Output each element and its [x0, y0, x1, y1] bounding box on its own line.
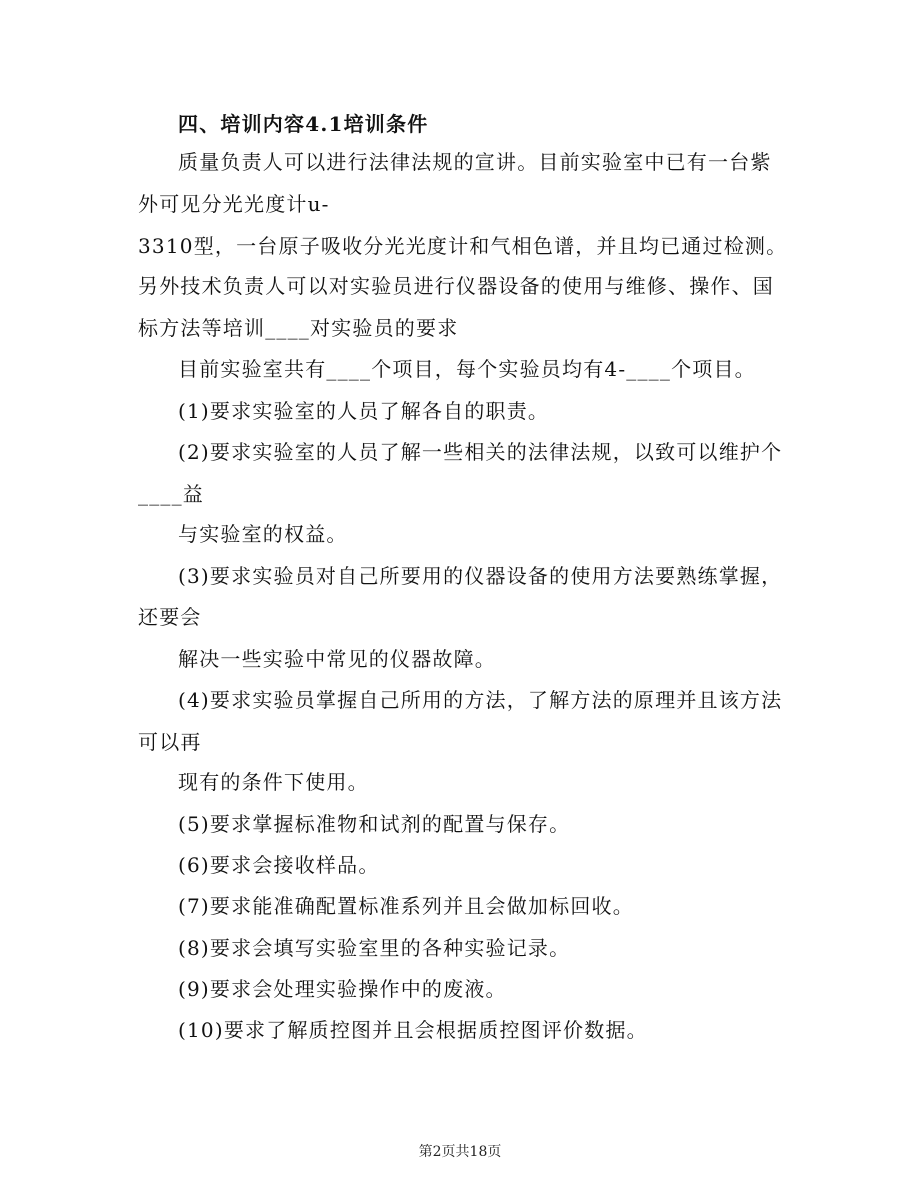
list-item: (8)要求会填写实验室里的各种实验记录。: [178, 936, 571, 960]
list-item: (3)要求实验员对自己所要用的仪器设备的使用方法要熟练掌握，: [178, 564, 783, 588]
paragraph-line: 可以再: [138, 730, 202, 754]
list-item: (7)要求能准确配置标准系列并且会做加标回收。: [178, 894, 634, 918]
paragraph-line: 与实验室的权益。: [178, 522, 348, 546]
list-item: (5)要求掌握标准物和试剂的配置与保存。: [178, 812, 571, 836]
list-item: (6)要求会接收样品。: [178, 853, 380, 877]
section-heading: 四、培训内容4.1培训条件: [178, 112, 429, 136]
list-item: (10)要求了解质控图并且会根据质控图评价数据。: [178, 1018, 648, 1042]
list-item: (4)要求实验员掌握自己所用的方法，了解方法的原理并且该方法: [178, 688, 783, 712]
paragraph-line: 还要会: [138, 605, 202, 629]
paragraph-line: 目前实验室共有____个项目，每个实验员均有4-____个项目。: [178, 357, 756, 381]
paragraph-line: 现有的条件下使用。: [178, 770, 369, 794]
list-item: (9)要求会处理实验操作中的废液。: [178, 977, 507, 1001]
paragraph-line: 外可见分光光度计u-: [138, 192, 330, 216]
paragraph-line: 标方法等培训____对实验员的要求: [138, 316, 459, 340]
paragraph-line: 质量负责人可以进行法律法规的宣讲。目前实验室中已有一台紫: [178, 150, 772, 174]
list-item: (2)要求实验室的人员了解一些相关的法律法规，以致可以维护个: [178, 440, 783, 464]
paragraph-line: 解决一些实验中常见的仪器故障。: [178, 647, 496, 671]
paragraph-line: 另外技术负责人可以对实验员进行仪器设备的使用与维修、操作、国: [138, 274, 774, 298]
paragraph-line: 3310型，一台原子吸收分光光度计和气相色谱，并且均已通过检测。: [138, 234, 788, 258]
page-number: 第2页共18页: [418, 1144, 502, 1160]
list-item: (1)要求实验室的人员了解各自的职责。: [178, 399, 550, 423]
paragraph-line: ____益: [138, 482, 204, 506]
